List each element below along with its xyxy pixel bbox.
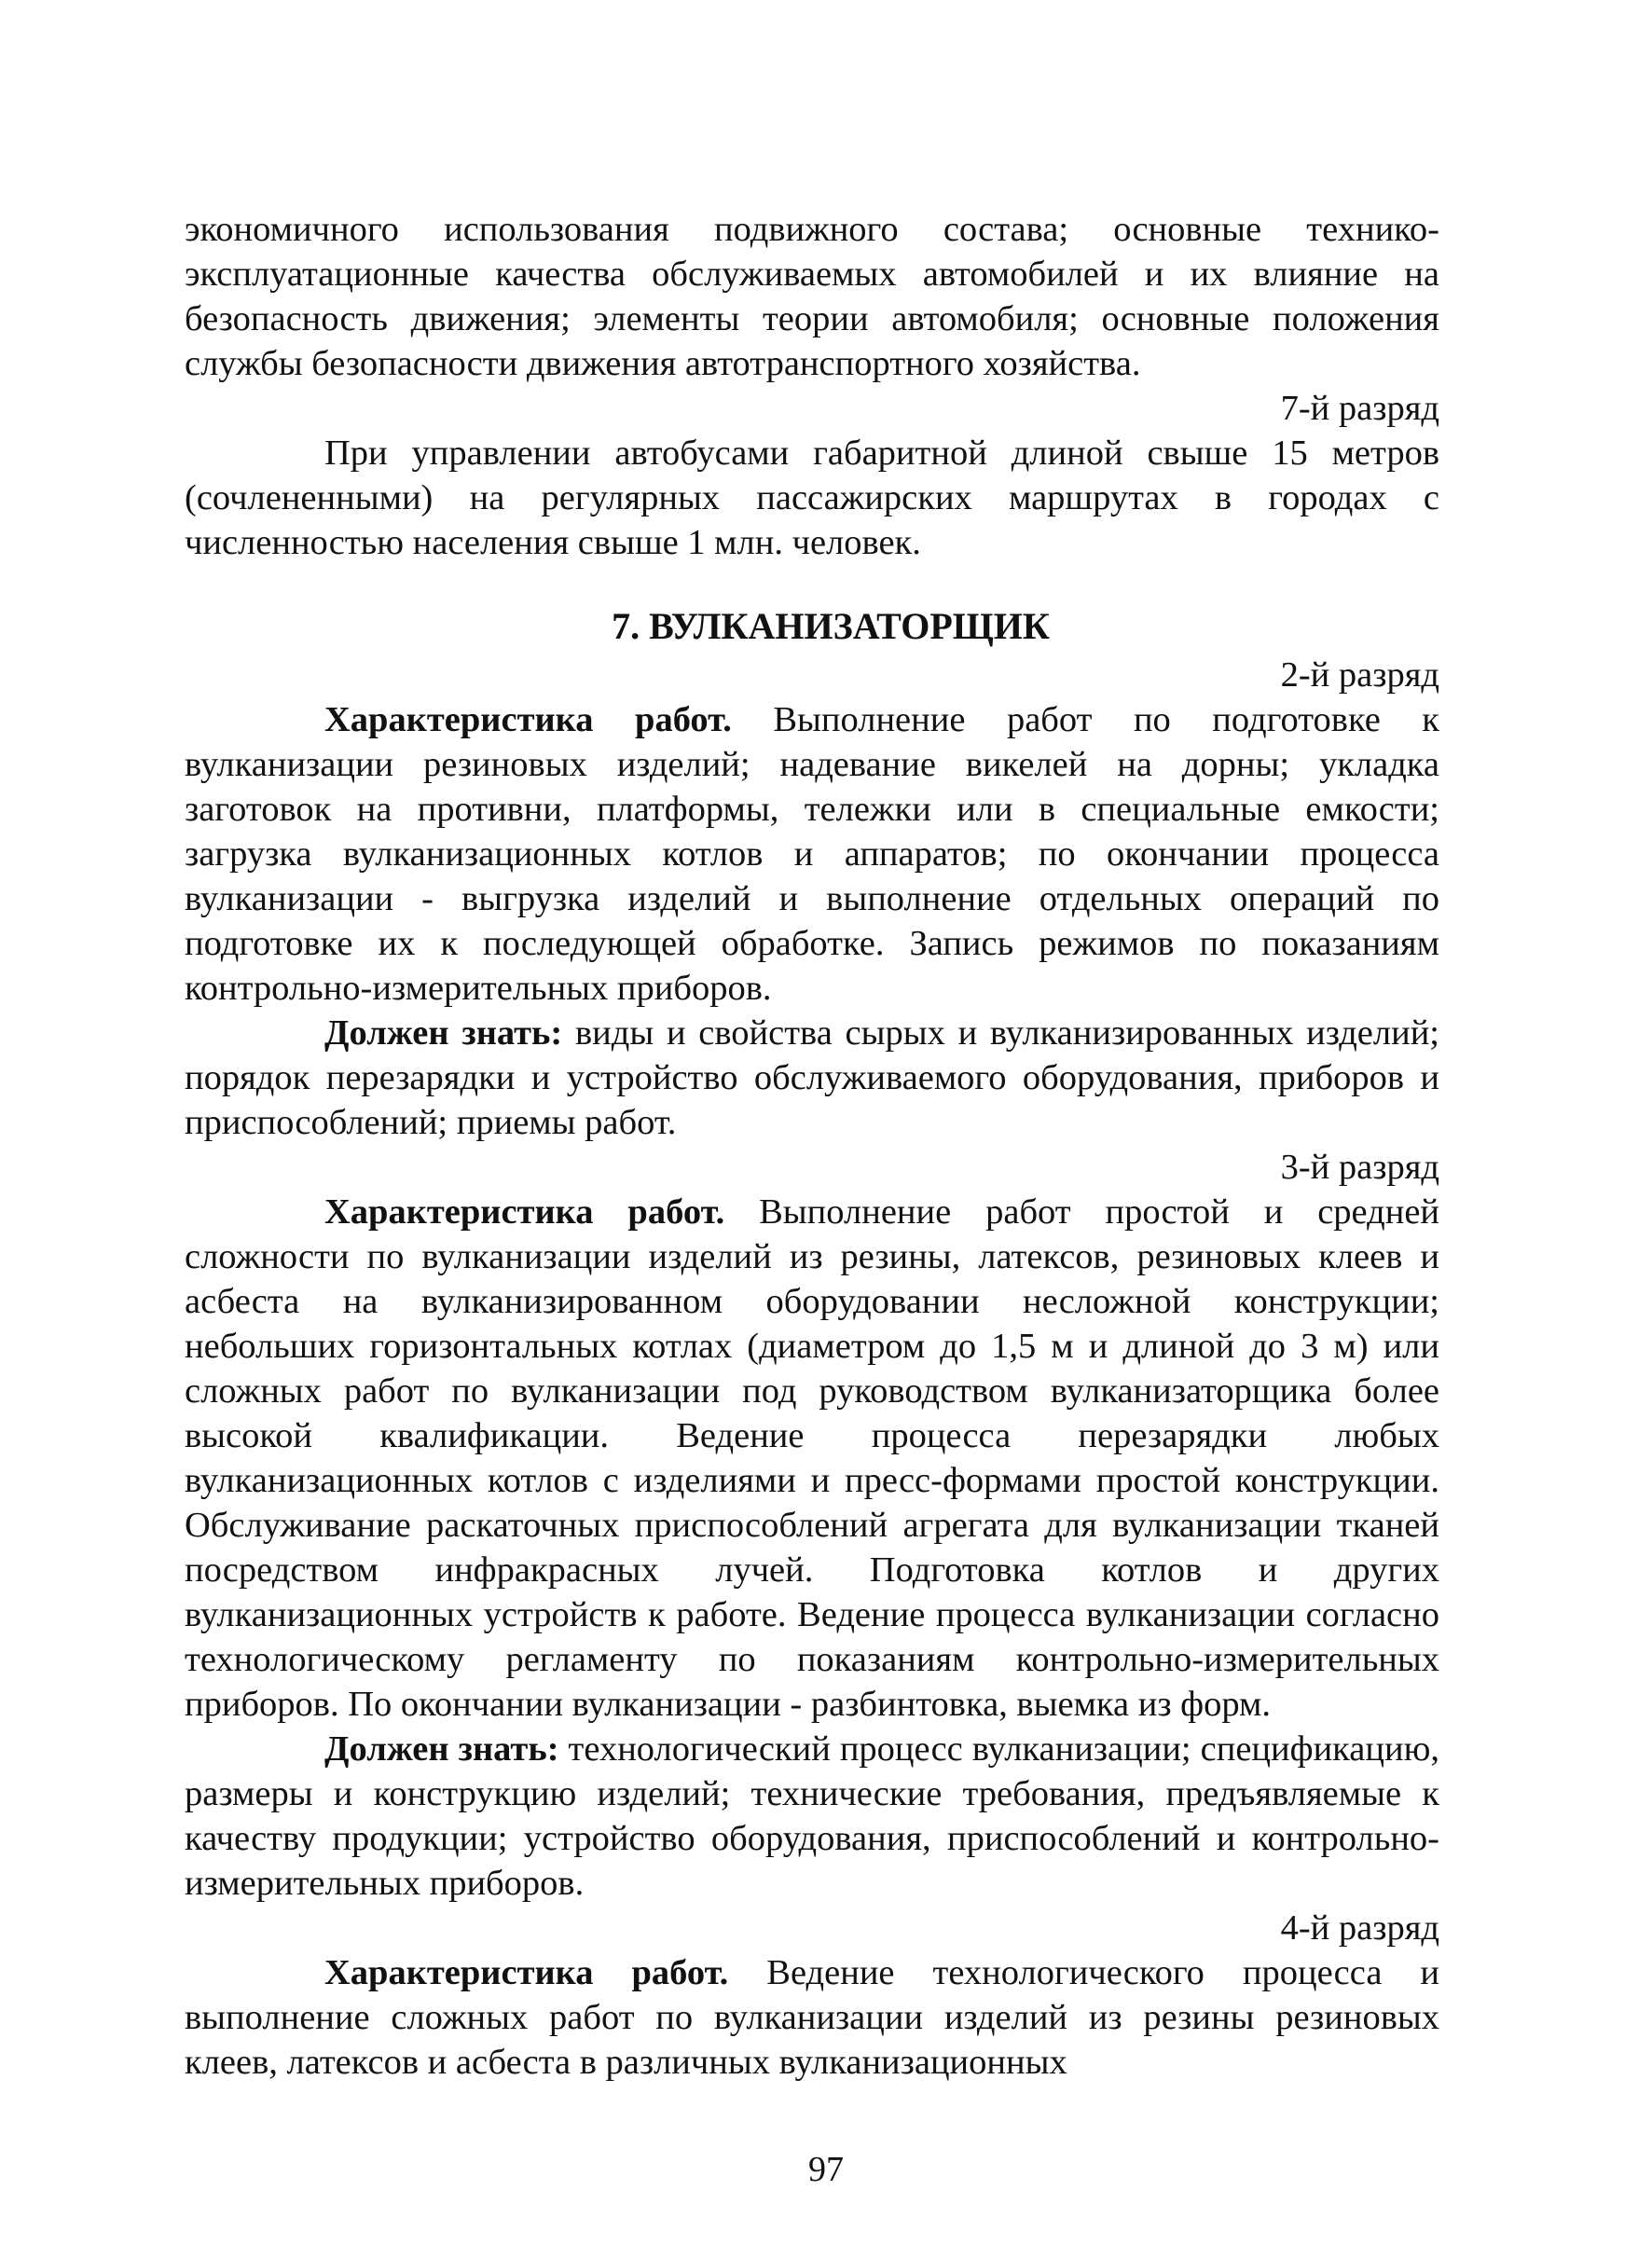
grade-heading-7: 7-й разряд xyxy=(1280,389,1439,428)
characteristics-text: Выполнение работ по подготовке к вулканизации резиновых изделий; надевание викелей на дорны; укладка заготовок на противни, платформы, тележки или в специальные емкости; загрузка вулканизационных котлов и аппаратов; по окончании процесса вулканизации - выгрузка изделий и выполнение отдельных операций по подготовке их к последующей обработке. Запись режимов по показаниям контрольно-измерительных приборов. xyxy=(185,700,1439,1008)
paragraph-grade-2-knowledge xyxy=(185,1011,1439,1145)
paragraph-grade-3-characteristics xyxy=(185,1190,1439,1727)
characteristics-label: Характеристика работ. xyxy=(324,1953,729,1992)
knowledge-label: Должен знать: xyxy=(324,1729,559,1769)
page-number: 97 xyxy=(808,2150,844,2189)
section-title: 7. ВУЛКАНИЗАТОРЩИК xyxy=(612,605,1050,647)
knowledge-text: технологический процесс вулканизации; спецификацию, размеры и конструкцию изделий; технические требования, предъявляемые к качеству продукции; устройство оборудования, приспособлений и контрольно-измерительных приборов. xyxy=(185,1729,1439,1903)
knowledge-text: виды и свойства сырых и вулканизированных изделий; порядок перезарядки и устройство обслуживаемого оборудования, приборов и приспособлений; приемы работ. xyxy=(185,1013,1440,1142)
paragraph-grade-3-knowledge xyxy=(185,1727,1439,1906)
grade-heading-2: 2-й разряд xyxy=(1280,655,1439,695)
characteristics-text: Ведение технологического процесса и выполнение сложных работ по вулканизации изделий из резины резиновых клеев, латексов и асбеста в различных вулканизационных xyxy=(185,1953,1439,2082)
grade-heading-4: 4-й разряд xyxy=(1280,1908,1439,1948)
characteristics-text: Выполнение работ простой и средней сложности по вулканизации изделий из резины, латексов, резиновых клеев и асбеста на вулканизированном оборудовании несложной конструкции; небольших горизонтальных котлах (диаметром до 1,5 м и длиной до 3 м) или сложных работ по вулканизации под руководством вулканизаторщика более высокой квалификации. Ведение процесса перезарядки любых вулканизационных котлов с изделиями и пресс-формами простой конструкции. Обслуживание раскаточных приспособлений агрегата для вулканизации тканей посредством инфракрасных лучей. Подготовка котлов и других вулканизационных устройств к работе. Ведение процесса вулканизации согласно технологическому регламенту по показаниям контрольно-измерительных приборов. По окончании вулканизации - разбинтовка, выемка из форм. xyxy=(185,1192,1440,1724)
page-body xyxy=(185,207,1439,2085)
paragraph-continuation: экономичного использования подвижного состава; основные технико-эксплуатационные качества обслуживаемых автомобилей и их влияние на безопасность движения; элементы теории автомобиля; основные положения службы безопасности движения автотранспортного хозяйства. xyxy=(185,210,1439,383)
paragraph-grade-2-characteristics xyxy=(185,697,1439,1011)
characteristics-label: Характеристика работ. xyxy=(324,700,732,739)
paragraph-grade-4-characteristics xyxy=(185,1950,1439,2085)
paragraph-grade-7: При управлении автобусами габаритной длиной свыше 15 метров (сочлененными) на регулярных пассажирских маршрутах в городах с численностью населения свыше 1 млн. человек. xyxy=(185,434,1439,562)
grade-heading-3: 3-й разряд xyxy=(1280,1148,1439,1187)
knowledge-label: Должен знать: xyxy=(324,1013,563,1053)
characteristics-label: Характеристика работ. xyxy=(324,1192,725,1232)
